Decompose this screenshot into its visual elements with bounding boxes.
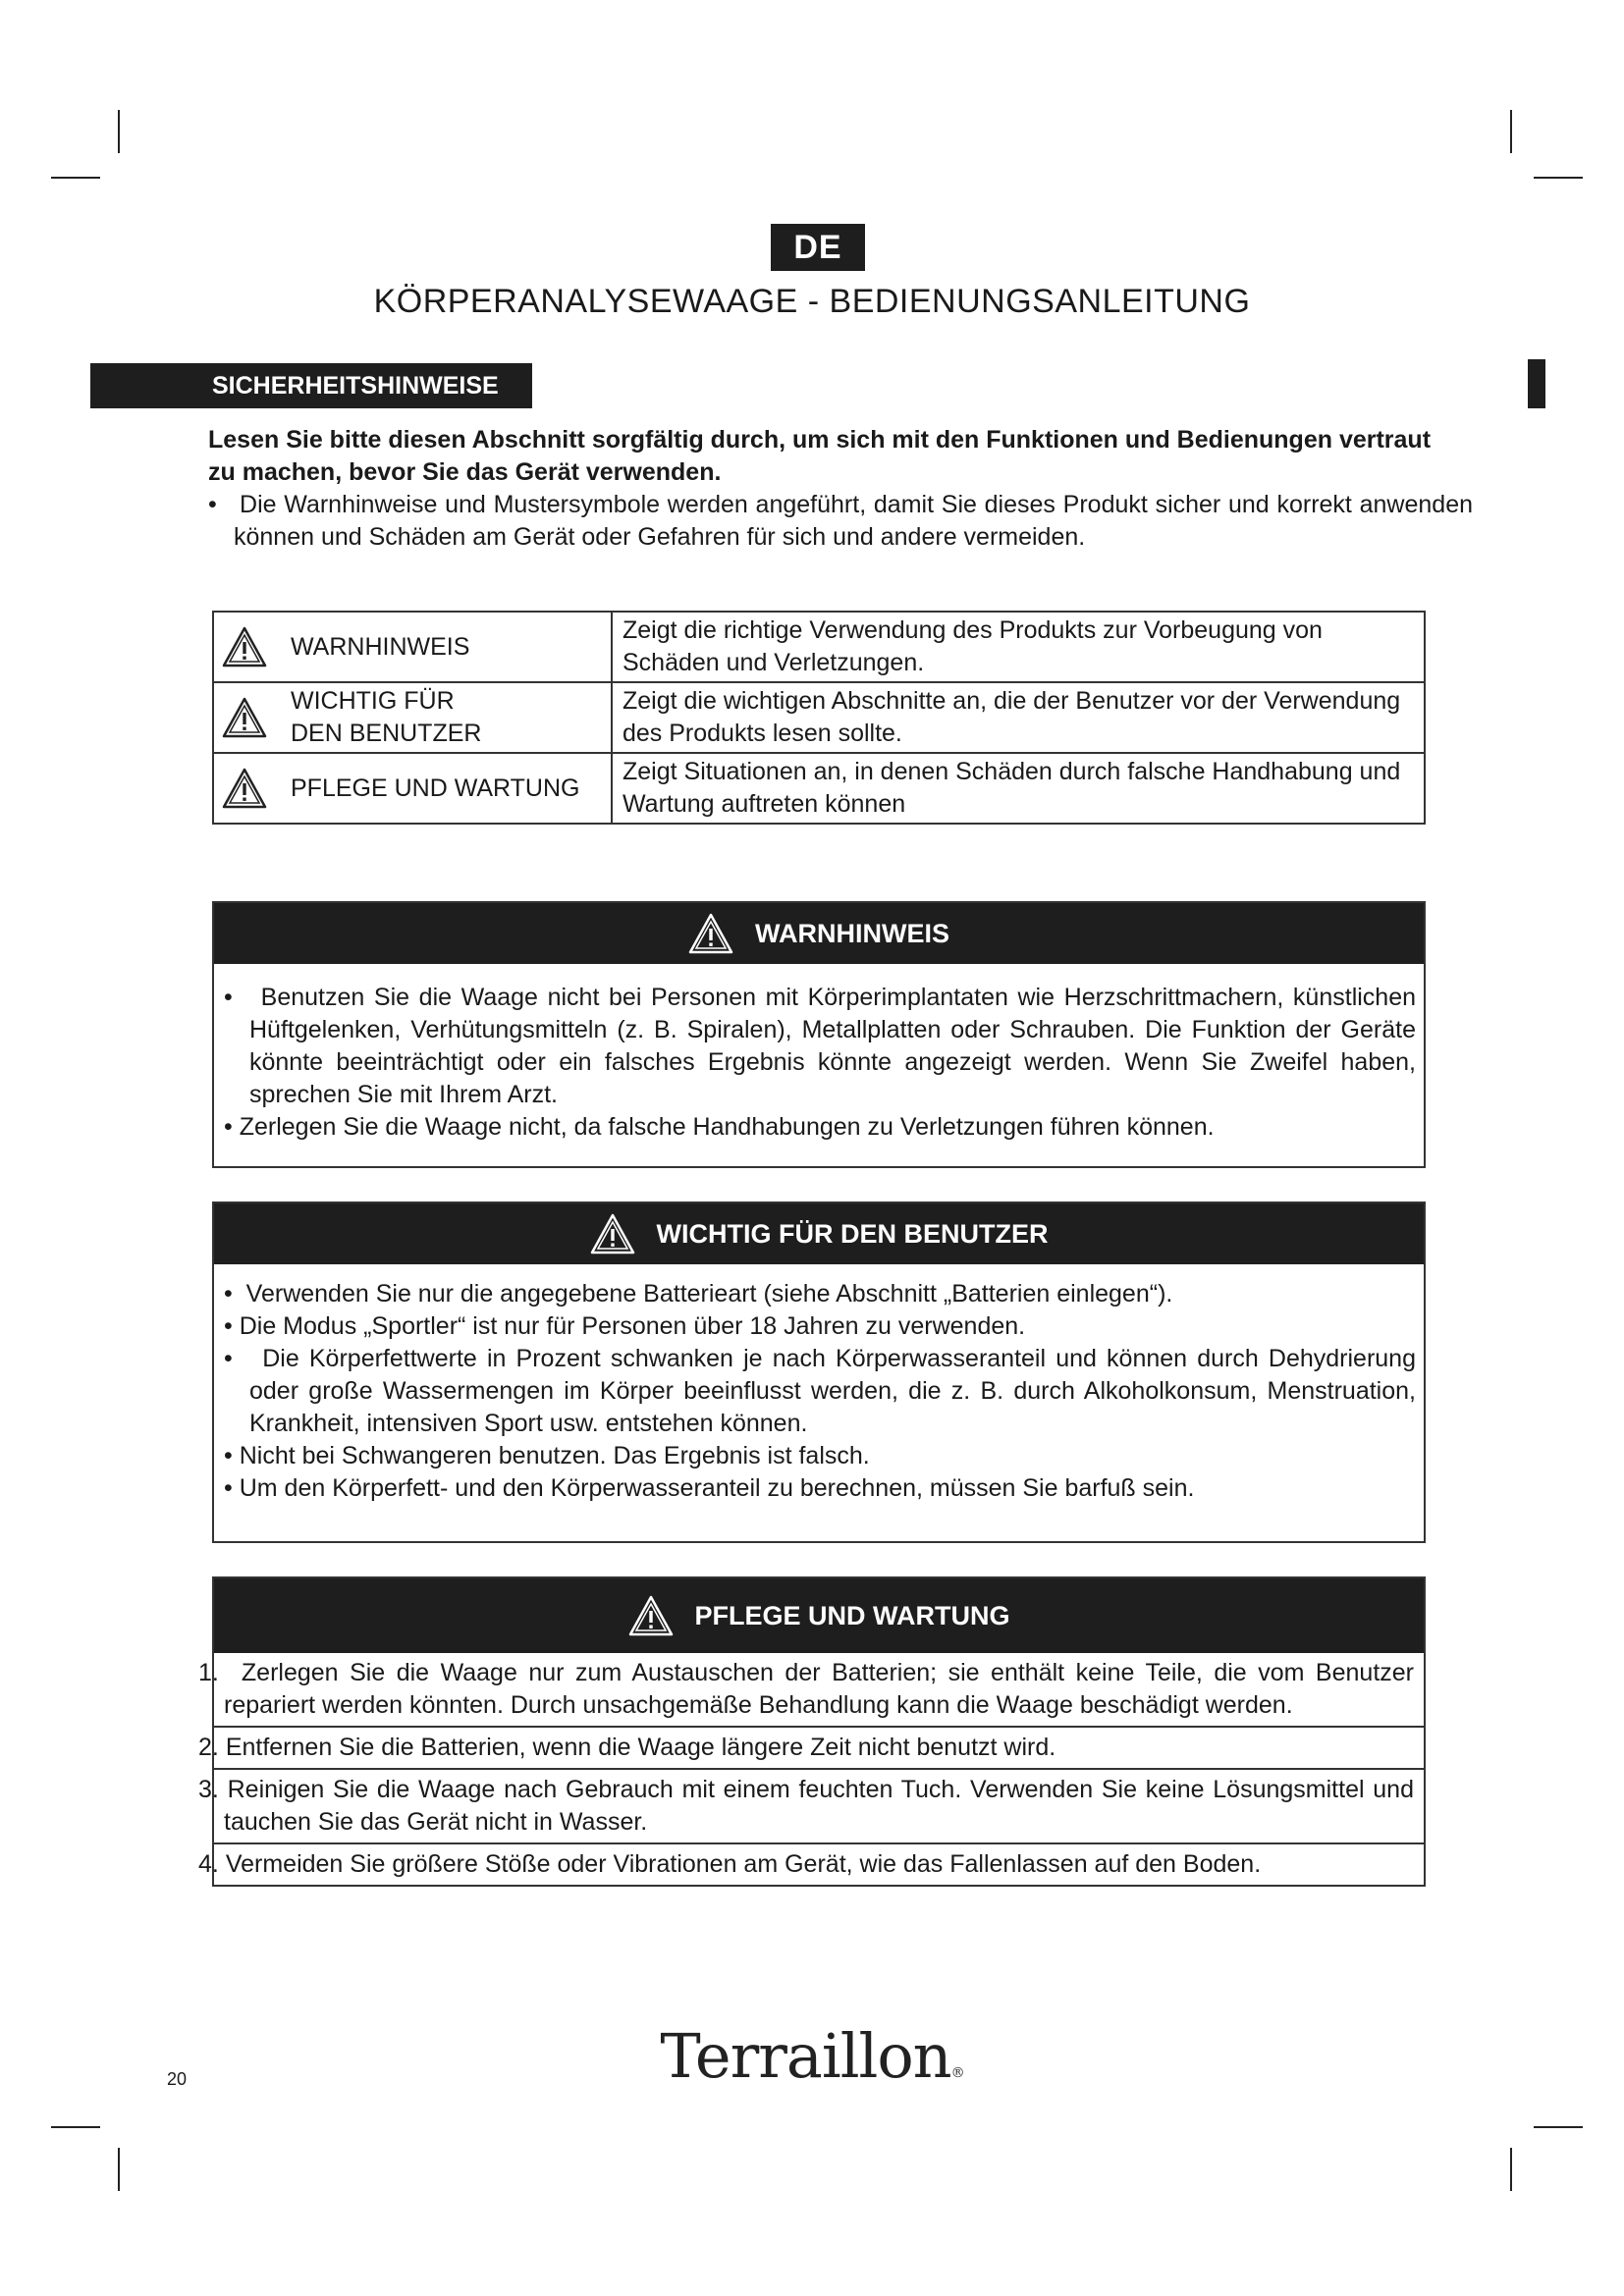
- care-list: [198, 1653, 1424, 1885]
- list-item: [198, 1653, 1424, 1726]
- legend-label-cell: [213, 612, 612, 682]
- legend-row: [213, 682, 1425, 753]
- warning-triangle-icon: [222, 768, 267, 809]
- document-title: KÖRPERANALYSEWAAGE - BEDIENUNGSANLEITUNG: [373, 283, 1251, 320]
- bullet-glyph: •: [224, 1312, 233, 1340]
- warning-box-header: [214, 903, 1424, 964]
- crop-mark: [1510, 110, 1512, 153]
- brand-name: Terraillon: [660, 2020, 951, 2092]
- list-item: [198, 1726, 1424, 1768]
- list-number: 1.: [198, 1659, 219, 1686]
- legend-label-cell: [213, 682, 612, 753]
- intro-bullet: [208, 489, 1473, 554]
- section-heading-label: SICHERHEITSHINWEISE: [212, 371, 499, 400]
- bullet-glyph: •: [224, 1113, 233, 1141]
- language-badge: DE: [771, 224, 865, 271]
- bullet-glyph: •: [224, 1280, 233, 1308]
- intro-text: Lesen Sie bitte diesen Abschnitt sorgfältig durch, um sich mit den Funktionen und Bedienungen vertraut zu machen, bevor Sie das Gerät verwenden.: [208, 426, 1432, 486]
- care-box-title: PFLEGE UND WARTUNG: [694, 1600, 1010, 1630]
- user-info-box-title: WICHTIG FÜR DEN BENUTZER: [656, 1218, 1049, 1249]
- user-info-box-body: [214, 1264, 1424, 1517]
- symbol-legend-table: [212, 611, 1426, 825]
- list-item-text: Die Modus „Sportler“ ist nur für Personen über 18 Jahren zu verwenden.: [239, 1312, 1026, 1340]
- list-item: [224, 1472, 1416, 1505]
- intro-bullet-text: Die Warnhinweise und Mustersymbole werden angeführt, damit Sie dieses Produkt sicher und korrekt anwenden können und Schäden am Gerät oder Gefahren für sich und andere vermeiden.: [234, 491, 1473, 551]
- legend-description: Zeigt die wichtigen Abschnitte an, die der Benutzer vor der Verwendung des Produkts lesen sollte.: [612, 682, 1425, 753]
- list-item: [224, 1440, 1416, 1472]
- user-info-box: [212, 1201, 1426, 1543]
- list-item-text: Zerlegen Sie die Waage nicht, da falsche Handhabungen zu Verletzungen führen können.: [239, 1113, 1215, 1141]
- legend-row: [213, 753, 1425, 824]
- section-heading: [90, 363, 532, 408]
- bullet-glyph: •: [224, 984, 233, 1011]
- list-item-text: Verwenden Sie nur die angegebene Batterieart (siehe Abschnitt „Batterien einlegen“).: [245, 1280, 1173, 1308]
- bullet-glyph: •: [224, 1442, 233, 1469]
- crop-mark: [51, 177, 100, 179]
- list-item-text: Um den Körperfett- und den Körperwasseranteil zu berechnen, müssen Sie barfuß sein.: [239, 1474, 1195, 1502]
- list-item: [198, 1842, 1424, 1885]
- user-info-box-header: [214, 1203, 1424, 1264]
- warning-triangle-icon: [688, 913, 733, 954]
- care-box-header: [214, 1578, 1424, 1653]
- crop-mark: [1534, 2126, 1583, 2128]
- page-number: 20: [167, 2069, 188, 2089]
- brand-logo: [0, 2020, 1624, 2092]
- bullet-glyph: •: [224, 1345, 233, 1372]
- warning-box: [212, 901, 1426, 1168]
- list-item: [224, 1343, 1416, 1440]
- list-item: [224, 1278, 1416, 1310]
- list-number: 4.: [198, 1850, 219, 1878]
- list-number: 2.: [198, 1734, 219, 1761]
- list-item-text: Benutzen Sie die Waage nicht bei Personen mit Körperimplantaten wie Herzschrittmachern, künstlichen Hüftgelenken, Verhütungsmitteln (z. B. Spiralen), Metallplatten oder Schrauben. Die Funktion der Geräte könnte beeinträchtigt oder ein falsches Ergebnis könnte angezeigt werden. Wenn Sie Zweifel haben, sprechen Sie mit Ihrem Arzt.: [249, 984, 1417, 1108]
- list-item: [224, 982, 1416, 1111]
- legend-label-cell: [213, 753, 612, 824]
- list-item-text: Zerlegen Sie die Waage nur zum Austauschen der Batterien; sie enthält keine Teile, die vom Benutzer repariert werden könnten. Durch unsachgemäße Behandlung kann die Waage beschädigt werden.: [224, 1659, 1414, 1719]
- list-item-text: Die Körperfettwerte in Prozent schwanken je nach Körperwasseranteil und können durch Dehydrierung oder große Wassermengen im Körper beeinflusst werden, die z. B. durch Alkoholkonsum, Menstruation, Krankheit, intensiven Sport usw. entstehen können.: [249, 1345, 1416, 1437]
- warning-triangle-icon: [222, 626, 267, 667]
- legend-description: Zeigt die richtige Verwendung des Produkts zur Vorbeugung von Schäden und Verletzungen.: [612, 612, 1425, 682]
- warning-box-title: WARNHINWEIS: [755, 918, 949, 948]
- legend-description: Zeigt Situationen an, in denen Schäden durch falsche Handhabung und Wartung auftreten können: [612, 753, 1425, 824]
- list-item: [198, 1768, 1424, 1842]
- warning-triangle-icon: [222, 697, 267, 738]
- bullet-glyph: •: [208, 491, 217, 518]
- warning-box-body: [214, 964, 1424, 1155]
- crop-mark: [1534, 177, 1583, 179]
- care-box: [198, 1576, 1426, 1887]
- list-item-text: Reinigen Sie die Waage nach Gebrauch mit einem feuchten Tuch. Verwenden Sie keine Lösungsmittel und tauchen Sie das Gerät nicht in Wasser.: [224, 1776, 1414, 1836]
- legend-label: WICHTIG FÜR DEN BENUTZER: [291, 687, 482, 747]
- bullet-glyph: •: [224, 1474, 233, 1502]
- list-item-text: Nicht bei Schwangeren benutzen. Das Ergebnis ist falsch.: [239, 1442, 870, 1469]
- warning-triangle-icon: [590, 1213, 635, 1255]
- legend-row: [213, 612, 1425, 682]
- warning-triangle-icon: [628, 1595, 674, 1636]
- list-item: [224, 1111, 1416, 1144]
- crop-mark: [1510, 2148, 1512, 2191]
- list-item: [224, 1310, 1416, 1343]
- list-item-text: Vermeiden Sie größere Stöße oder Vibrationen am Gerät, wie das Fallenlassen auf den Boden.: [225, 1850, 1262, 1878]
- crop-mark: [51, 2126, 100, 2128]
- legend-label: PFLEGE UND WARTUNG: [291, 774, 580, 802]
- list-number: 3.: [198, 1776, 219, 1803]
- legend-label: WARNHINWEIS: [291, 632, 470, 661]
- registered-mark: ®: [950, 2065, 964, 2081]
- crop-mark: [118, 110, 120, 153]
- crop-mark: [118, 2148, 120, 2191]
- edge-marker: [1528, 359, 1545, 408]
- list-item-text: Entfernen Sie die Batterien, wenn die Waage längere Zeit nicht benutzt wird.: [225, 1734, 1056, 1761]
